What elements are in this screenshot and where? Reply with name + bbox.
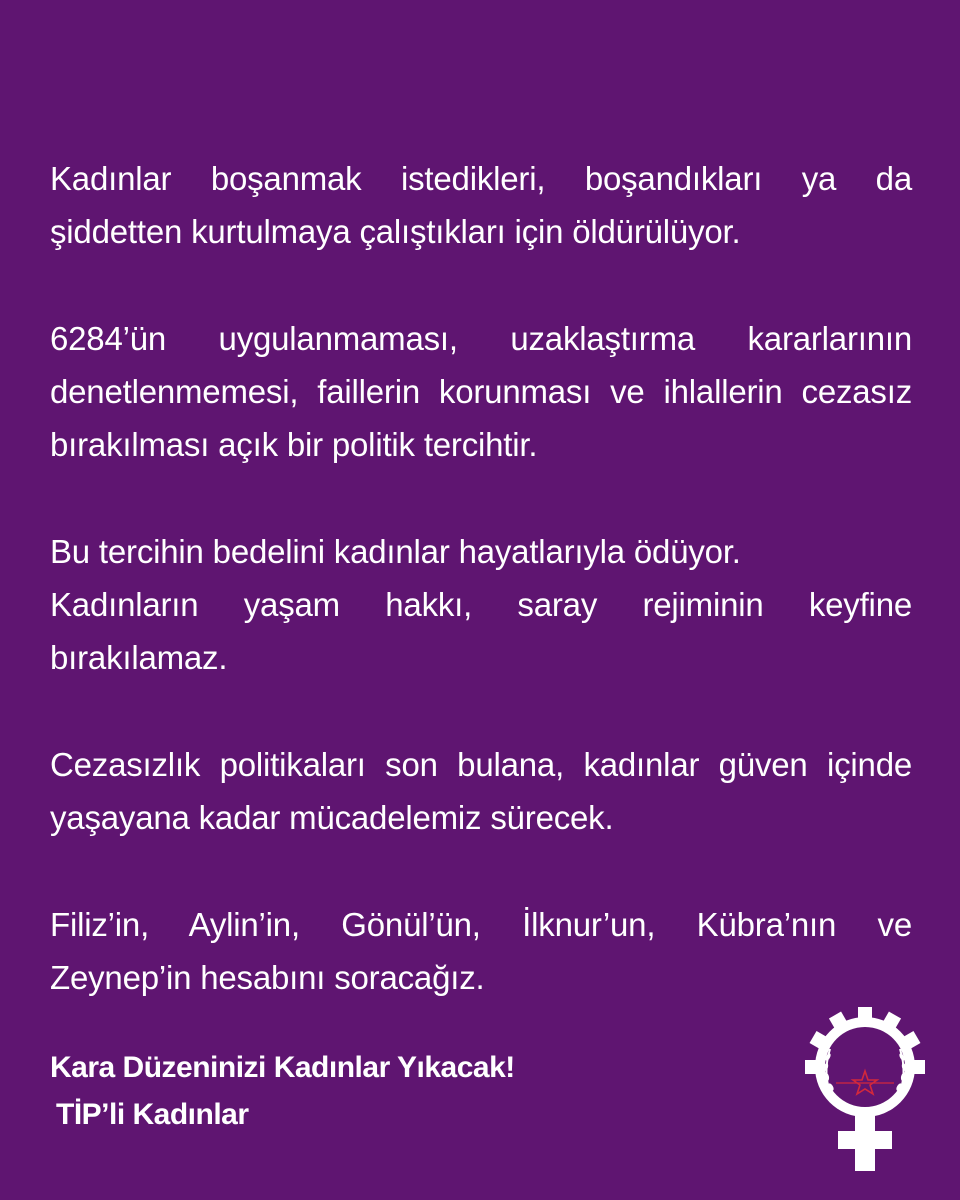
paragraph-3-line-3: bırakılamaz. xyxy=(50,639,228,676)
paragraph-2 xyxy=(50,312,912,471)
paragraph-1 xyxy=(50,152,912,258)
paragraph-2-line-2: denetlenmemesi, faillerin korunması ve ihlallerin cezasız xyxy=(50,373,912,410)
paragraph-4 xyxy=(50,738,912,844)
female-cross-icon xyxy=(838,1113,892,1171)
slogan: Kara Düzeninizi Kadınlar Yıkacak! xyxy=(50,1051,515,1084)
paragraph-5-line-2: Zeynep’in hesabını soracağız. xyxy=(50,959,485,996)
paragraph-4-line-2: yaşayana kadar mücadelemiz sürecek. xyxy=(50,799,614,836)
paragraph-3-line-2: Kadınların yaşam hakkı, saray rejiminin keyfine xyxy=(50,586,912,623)
paragraph-4-line-1: Cezasızlık politikaları son bulana, kadınlar güven içinde xyxy=(50,746,912,783)
paragraph-3-line-1: Bu tercihin bedelini kadınlar hayatlarıyla ödüyor. xyxy=(50,533,741,570)
signature: TİP’li Kadınlar xyxy=(56,1098,249,1131)
paragraph-3 xyxy=(50,525,912,684)
paragraph-1-line-2: şiddetten kurtulmaya çalıştıkları için öldürülüyor. xyxy=(50,213,741,250)
paragraph-5-line-1: Filiz’in, Aylin’in, Gönül’ün, İlknur’un, Kübra’nın ve xyxy=(50,906,912,943)
paragraph-2-line-3: bırakılması açık bir politik tercihtir. xyxy=(50,426,538,463)
paragraph-2-line-1: 6284’ün uygulanmaması, uzaklaştırma kararlarının xyxy=(50,320,912,357)
paragraph-5 xyxy=(50,898,912,1004)
female-symbol-gear-wreath-star-icon xyxy=(800,1005,930,1175)
paragraph-1-line-1: Kadınlar boşanmak istedikleri, boşandıkları ya da xyxy=(50,160,912,197)
